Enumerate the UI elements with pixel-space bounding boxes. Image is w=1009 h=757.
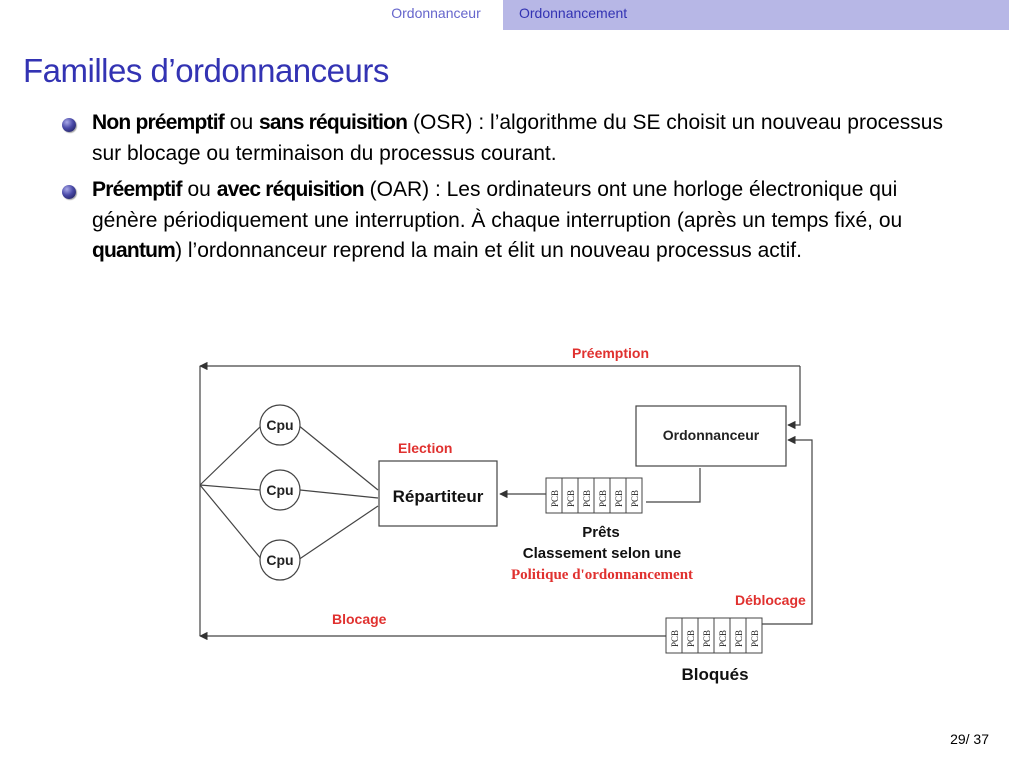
page-number xyxy=(950,731,989,747)
nav-section-label: Ordonnanceur xyxy=(391,5,481,21)
term-quantum: quantum xyxy=(92,239,176,262)
bullet-text-osr: (OSR) : l’algorithme du SE choisit un nouveau processus sur blocage ou terminaison du processus courant. xyxy=(92,111,943,165)
cpu-link-r1 xyxy=(298,425,378,490)
nav-section-link[interactable] xyxy=(370,0,502,30)
pcb-label: PCB xyxy=(582,489,592,507)
connector-ou: ou xyxy=(223,111,259,134)
pcb-label: PCB xyxy=(718,629,728,647)
page-total: 37 xyxy=(973,731,989,747)
bloques-label: Bloqués xyxy=(681,665,749,684)
ordonnanceur-label: Ordonnanceur xyxy=(662,427,760,443)
repartiteur-label: Répartiteur xyxy=(392,487,484,506)
page-separator: / xyxy=(965,731,974,747)
pcb-label: PCB xyxy=(750,629,760,647)
cpu-nodes xyxy=(260,405,300,580)
bullet-text-oar-b: ) l’ordonnanceur reprend la main et élit un nouveau processus actif. xyxy=(175,239,802,262)
nav-subsection-label: Ordonnancement xyxy=(519,5,628,21)
page-current: 29 xyxy=(950,731,966,747)
cpu-link-1 xyxy=(200,425,262,485)
navigation-bar xyxy=(0,0,1009,30)
classement-label: Classement selon une xyxy=(522,545,682,562)
politique-label: Politique d'ordonnancement xyxy=(510,567,694,583)
ready-queue xyxy=(546,478,642,513)
pcb-label: PCB xyxy=(598,489,608,507)
pcb-label: PCB xyxy=(566,489,576,507)
deblocage-label: Déblocage xyxy=(735,592,806,608)
term-sans-requisition: sans réquisition xyxy=(258,111,408,134)
cpu-link-2 xyxy=(200,485,260,490)
connector-ou: ou xyxy=(181,178,217,201)
preemption-right-line xyxy=(788,366,800,425)
bullet-list xyxy=(92,108,952,273)
cpu-link-3 xyxy=(200,485,262,560)
blocage-label: Blocage xyxy=(332,611,387,627)
prets-label: Prêts xyxy=(582,524,620,541)
bullet-text-oar-a: (OAR) : Les ordinateurs ont une horloge électronique qui génère périodiquement une interruption. À chaque interruption (après un temps fixé, ou xyxy=(92,178,903,232)
ordonnanceur-queue-line xyxy=(646,468,700,502)
term-preemptif: Préemptif xyxy=(92,178,182,201)
cpu-link-r2 xyxy=(300,490,378,498)
pcb-label: PCB xyxy=(630,489,640,507)
slide-title: Familles d’ordonnanceurs xyxy=(23,52,389,89)
bullet-item-non-preemptive xyxy=(92,108,952,169)
pcb-label: PCB xyxy=(686,629,696,647)
pcb-label: PCB xyxy=(670,629,680,647)
election-label: Election xyxy=(398,440,453,456)
cpu-label-3: Cpu xyxy=(266,552,294,568)
scheduler-diagram xyxy=(170,330,840,695)
pcb-label: PCB xyxy=(734,629,744,647)
bullet-ball-icon xyxy=(62,185,76,199)
cpu-label-2: Cpu xyxy=(266,482,294,498)
bullet-ball-icon xyxy=(62,118,76,132)
pcb-label: PCB xyxy=(702,629,712,647)
pcb-label: PCB xyxy=(550,489,560,507)
cpu-label-1: Cpu xyxy=(266,417,294,433)
pcb-label: PCB xyxy=(614,489,624,507)
blocked-queue xyxy=(666,618,762,653)
term-non-preemptif: Non préemptif xyxy=(92,111,224,134)
cpu-link-r3 xyxy=(298,506,378,560)
nav-subsection-link[interactable] xyxy=(503,0,1009,30)
term-avec-requisition: avec réquisition xyxy=(216,178,364,201)
preemption-label: Préemption xyxy=(572,345,650,361)
bullet-item-preemptive xyxy=(92,175,952,267)
